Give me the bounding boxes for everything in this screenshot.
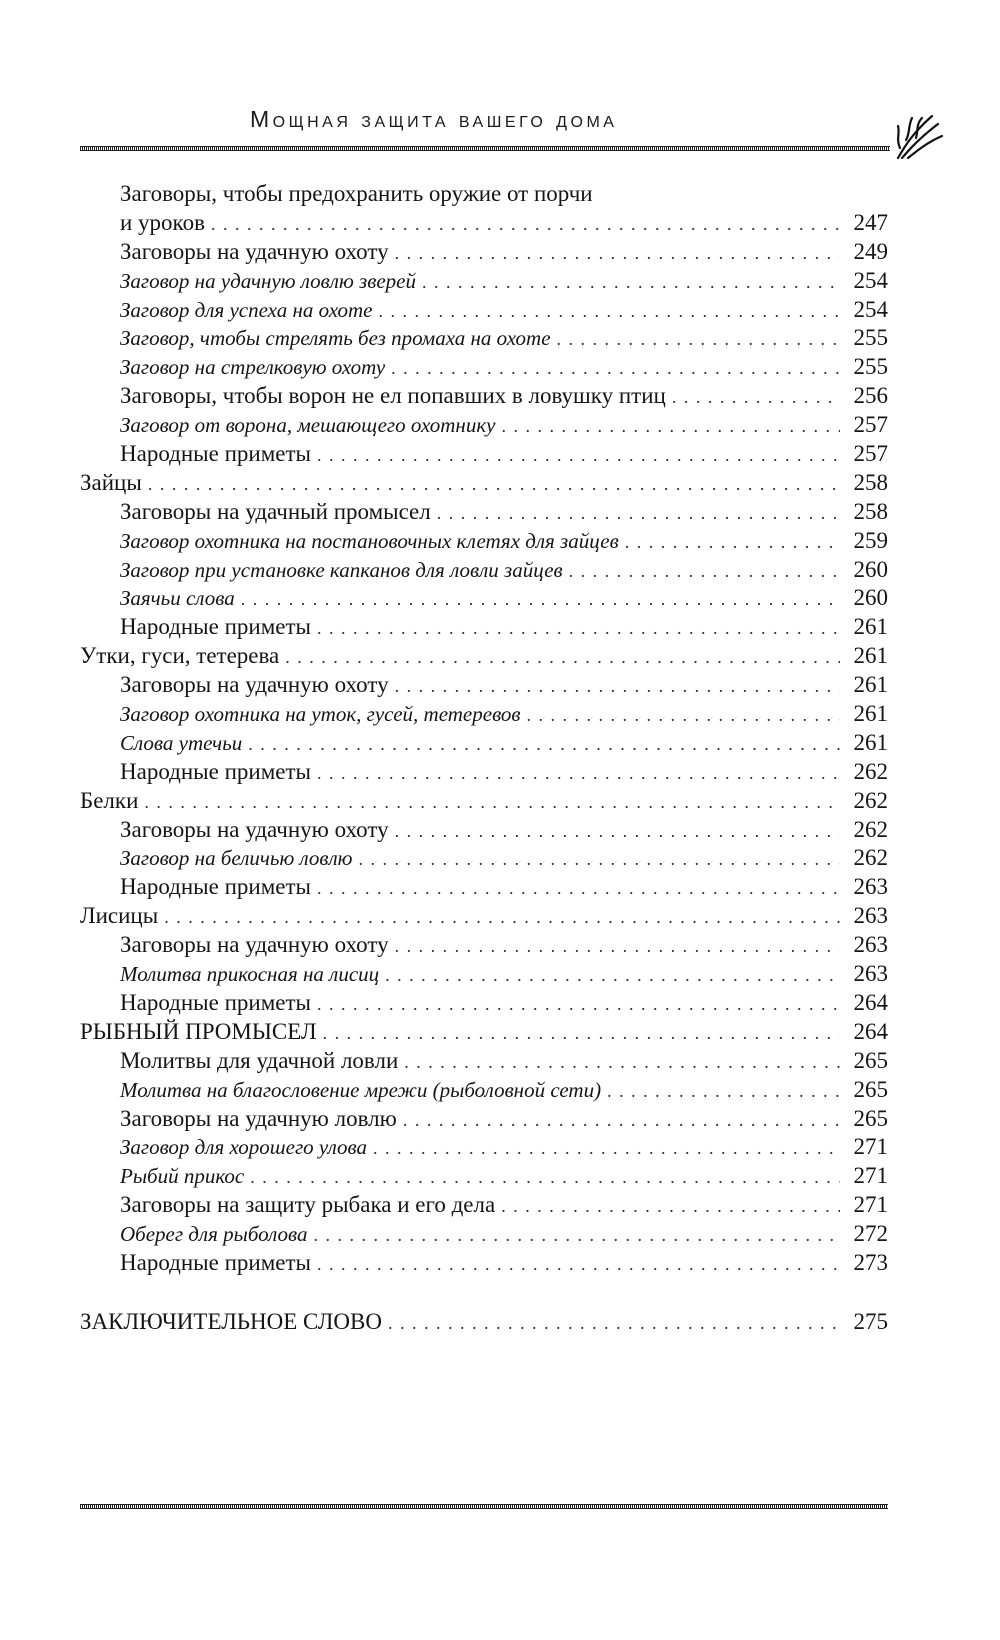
toc-entry-title: Заговоры на удачную ловлю [120, 1105, 397, 1131]
dot-leader [501, 1192, 840, 1221]
dot-leader [501, 412, 840, 441]
toc-page-number: 264 [853, 1018, 888, 1044]
toc-page-number: 263 [853, 874, 888, 900]
toc-entry-title: Заговор на беличью ловлю [120, 846, 353, 871]
toc-entry [80, 267, 888, 296]
toc-entry-title: Заговоры, чтобы ворон не ел попавших в ловушку птиц [120, 383, 666, 409]
toc-page-number: 265 [853, 1047, 888, 1073]
toc-entry [80, 1220, 888, 1249]
dot-leader [241, 585, 840, 614]
toc-entry [80, 1105, 888, 1134]
toc-entry [80, 642, 888, 671]
dot-leader [378, 297, 840, 326]
toc-entry [80, 498, 888, 527]
toc-page-number: 247 [853, 209, 888, 235]
toc-entry [80, 527, 888, 556]
table-of-contents [80, 180, 888, 1337]
dot-leader [607, 1077, 840, 1106]
toc-entry [80, 844, 888, 873]
toc-entry [80, 209, 888, 238]
toc-entry-title: Заговоры на удачный промысел [120, 498, 431, 524]
toc-page-number: 258 [853, 498, 888, 524]
toc-entry [80, 960, 888, 989]
dot-leader [148, 470, 840, 499]
toc-entry-title: Молитвы для удачной ловли [120, 1047, 399, 1073]
toc-entry [80, 700, 888, 729]
toc-page-number: 262 [853, 816, 888, 842]
toc-entry [80, 613, 888, 642]
toc-entry [80, 238, 888, 267]
toc-entry-title: Заговор охотника на уток, гусей, тетеревов [120, 702, 521, 727]
toc-entry-first-line [80, 180, 888, 209]
dot-leader [388, 1309, 840, 1338]
toc-page-number: 263 [853, 932, 888, 958]
dot-leader [323, 1019, 840, 1048]
toc-page-number: 256 [853, 383, 888, 409]
toc-page-number: 249 [853, 238, 888, 264]
dot-leader [385, 961, 840, 990]
toc-entry-title: Заговор на удачную ловлю зверей [120, 268, 416, 293]
toc-page-number: 261 [853, 672, 888, 698]
toc-entry [80, 1308, 888, 1337]
dot-leader [144, 788, 840, 817]
toc-entry [80, 1076, 888, 1105]
toc-entry [80, 671, 888, 700]
dot-leader [373, 1134, 840, 1163]
running-header-title: Мощная защита вашего дома [250, 106, 618, 132]
toc-page-number: 265 [853, 1076, 888, 1102]
toc-page-number: 257 [853, 441, 888, 467]
toc-entry [80, 382, 888, 411]
toc-entry-title: Заговор на стрелковую охоту [120, 355, 386, 380]
toc-entry [80, 584, 888, 613]
toc-page-number: 259 [853, 527, 888, 553]
toc-entry-title: ЗАКЛЮЧИТЕЛЬНОЕ СЛОВО [80, 1308, 382, 1334]
dot-leader [403, 1106, 840, 1135]
dot-leader [395, 672, 840, 701]
toc-page-number: 262 [853, 758, 888, 784]
toc-entry-title: Белки [80, 787, 139, 813]
toc-page-number: 254 [853, 296, 888, 322]
dot-leader [625, 528, 840, 557]
toc-entry-title: Заячьи слова [120, 586, 235, 611]
toc-page-number: 261 [853, 701, 888, 727]
dot-leader [317, 874, 840, 903]
feather-emblem-icon [892, 110, 944, 162]
toc-page-number: 272 [853, 1221, 888, 1247]
footer-rule [80, 1504, 888, 1509]
toc-entry [80, 1047, 888, 1076]
toc-entry-continuation: и уроков [120, 209, 205, 235]
dot-leader [248, 730, 840, 759]
toc-entry [80, 902, 888, 931]
toc-entry-title: Народные приметы [120, 989, 311, 1015]
toc-entry-title: Заговоры на удачную охоту [120, 238, 389, 264]
toc-entry-title: Молитва прикосная на лисиц [120, 962, 380, 987]
toc-page-number: 257 [853, 412, 888, 438]
toc-page-number: 255 [853, 354, 888, 380]
toc-entry-title: Лисицы [80, 903, 159, 929]
toc-entry-title: Зайцы [80, 469, 142, 495]
toc-entry [80, 873, 888, 902]
toc-page-number: 255 [853, 325, 888, 351]
toc-entry-title: Заговоры, чтобы предохранить оружие от порчи [120, 181, 593, 206]
toc-entry [80, 469, 888, 498]
toc-entry-title: Заговор для хорошего улова [120, 1135, 368, 1160]
toc-entry-title: Заговоры на удачную охоту [120, 932, 389, 958]
dot-leader [317, 990, 840, 1019]
toc-page-number: 264 [853, 989, 888, 1015]
toc-entry-title: Заговор при установке капканов для ловли зайцев [120, 557, 563, 582]
header-rule [80, 146, 890, 151]
toc-page-number: 262 [853, 845, 888, 871]
toc-entry [80, 989, 888, 1018]
toc-entry-title: Заговор для успеха на охоте [120, 297, 373, 322]
toc-entry-title: Народные приметы [120, 758, 311, 784]
dot-leader [404, 1048, 840, 1077]
toc-page-number: 261 [853, 729, 888, 755]
toc-entry-title: Народные приметы [120, 874, 311, 900]
toc-entry [80, 324, 888, 353]
dot-leader [672, 383, 840, 412]
dot-leader [395, 239, 840, 268]
toc-entry-title: Заговор, чтобы стрелять без промаха на охоте [120, 326, 551, 351]
dot-leader [313, 1221, 840, 1250]
toc-entry-title: Оберег для рыболова [120, 1222, 308, 1247]
toc-entry-title: РЫБНЫЙ ПРОМЫСЕЛ [80, 1018, 317, 1044]
dot-leader [285, 643, 840, 672]
toc-entry-title: Заговоры на защиту рыбака и его дела [120, 1192, 496, 1218]
toc-page-number: 273 [853, 1249, 888, 1275]
toc-entry [80, 556, 888, 585]
dot-leader [317, 759, 840, 788]
toc-page-number: 263 [853, 961, 888, 987]
toc-page-number: 265 [853, 1105, 888, 1131]
toc-page-number: 271 [853, 1163, 888, 1189]
dot-leader [569, 557, 840, 586]
toc-page-number: 275 [853, 1308, 888, 1334]
toc-entry [80, 729, 888, 758]
toc-entry [80, 1162, 888, 1191]
dot-leader [527, 701, 840, 730]
toc-entry-title: Слова утечьи [120, 730, 243, 755]
dot-leader [437, 499, 840, 528]
toc-entry-title: Заговоры на удачную охоту [120, 672, 389, 698]
toc-entry [80, 931, 888, 960]
toc-entry-title: Народные приметы [120, 614, 311, 640]
toc-entry-title: Заговор охотника на постановочных клетях для зайцев [120, 528, 619, 553]
toc-entry [80, 758, 888, 787]
dot-leader [422, 268, 840, 297]
toc-page-number: 271 [853, 1192, 888, 1218]
dot-leader [317, 614, 840, 643]
toc-page-number: 261 [853, 614, 888, 640]
dot-leader [395, 817, 840, 846]
toc-entry [80, 787, 888, 816]
toc-page-number: 260 [853, 556, 888, 582]
dot-leader [359, 845, 841, 874]
dot-leader [391, 354, 840, 383]
dot-leader [395, 932, 840, 961]
running-header [80, 104, 960, 164]
toc-page-number: 258 [853, 469, 888, 495]
toc-entry-title: Заговоры на удачную охоту [120, 816, 389, 842]
toc-page-number: 262 [853, 787, 888, 813]
toc-entry [80, 411, 888, 440]
toc-entry [80, 1018, 888, 1047]
toc-entry [80, 1191, 888, 1220]
toc-entry [80, 816, 888, 845]
toc-entry [80, 440, 888, 469]
toc-entry [80, 1133, 888, 1162]
toc-entry [80, 296, 888, 325]
section-gap [80, 1278, 888, 1308]
dot-leader [317, 1250, 840, 1279]
toc-page-number: 260 [853, 585, 888, 611]
toc-entry-title: Молитва на благословение мрежи (рыболовной сети) [120, 1077, 602, 1102]
toc-page-number: 271 [853, 1134, 888, 1160]
toc-entry [80, 1249, 888, 1278]
toc-page-number: 254 [853, 267, 888, 293]
toc-entry-title: Народные приметы [120, 441, 311, 467]
toc-entry-title: Заговор от ворона, мешающего охотнику [120, 413, 496, 438]
dot-leader [250, 1163, 840, 1192]
toc-page-number: 261 [853, 643, 888, 669]
dot-leader [317, 441, 840, 470]
dot-leader [557, 325, 840, 354]
toc-entry-title: Народные приметы [120, 1249, 311, 1275]
toc-entry-title: Рыбий прикос [120, 1164, 245, 1189]
dot-leader [211, 210, 840, 239]
toc-entry-title: Утки, гуси, тетерева [80, 643, 280, 669]
toc-entry [80, 353, 888, 382]
toc-page-number: 263 [853, 903, 888, 929]
dot-leader [164, 903, 840, 932]
